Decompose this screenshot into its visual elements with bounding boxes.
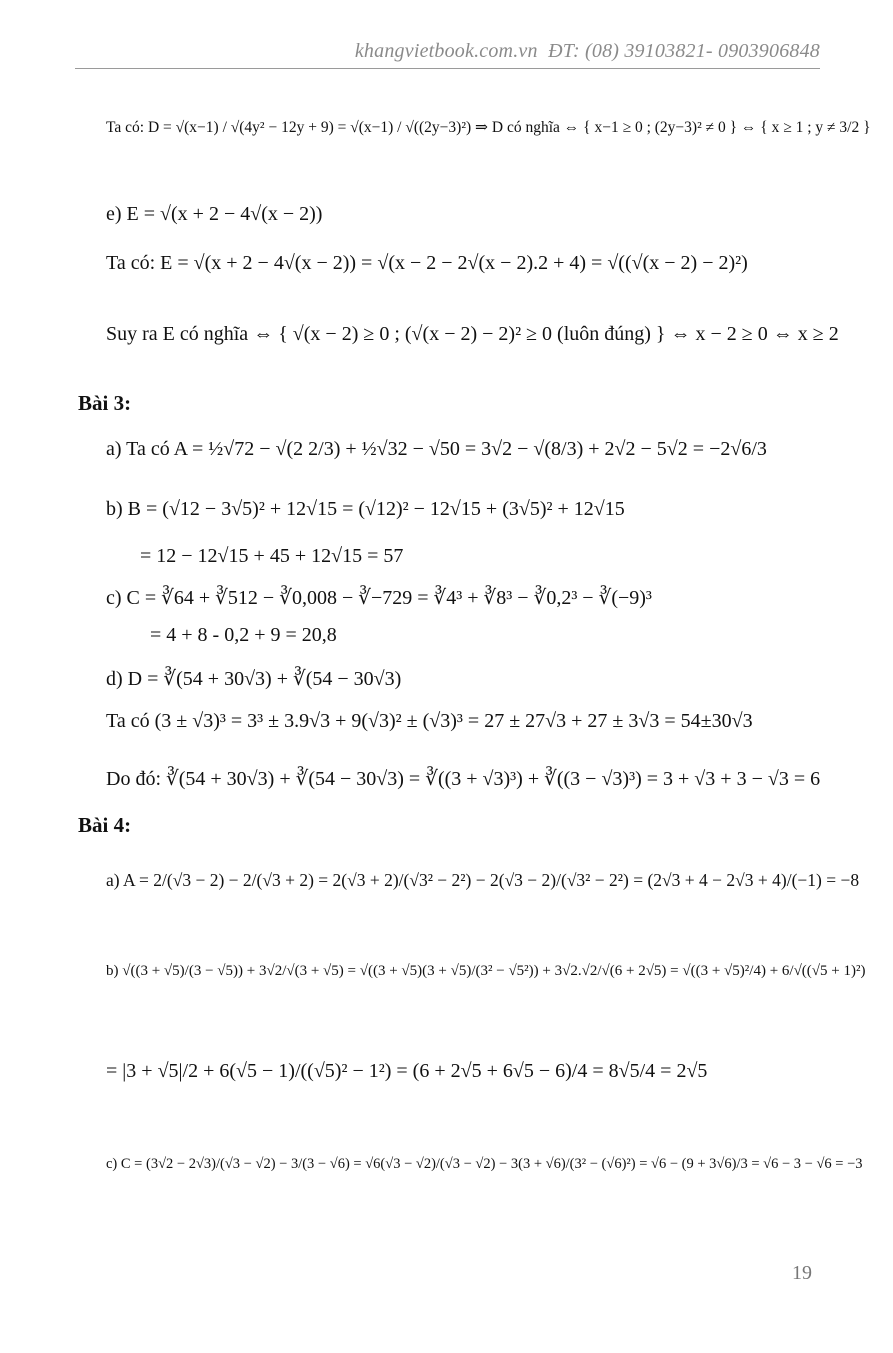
- math-line: Do đó: ∛(54 + 30√3) + ∛(54 − 30√3) = ∛((3 + √3)³) + ∛((3 − √3)³) = 3 + √3 + 3 − √3 = 6: [106, 768, 821, 790]
- math-line: a) Ta có A = ½√72 − √(2 2/3) + ½√32 − √50 = 3√2 − √(8/3) + 2√2 − 5√2 = −2√6/3: [106, 438, 767, 460]
- math-line: e) E = √(x + 2 − 4√(x − 2)): [106, 203, 323, 225]
- math-line: = 12 − 12√15 + 45 + 12√15 = 57: [140, 545, 404, 567]
- section-heading: Bài 3:: [78, 391, 132, 415]
- math-line: Suy ra E có nghĩa ⇔ { √(x − 2) ≥ 0 ; (√(x − 2) − 2)² ≥ 0 (luôn đúng) } ⇔ x − 2 ≥ 0 ⇔ x ≥ 2: [106, 323, 839, 345]
- header-phone: ĐT: (08) 39103821- 0903906848: [548, 40, 820, 62]
- math-line: c) C = (3√2 − 2√3)/(√3 − √2) − 3/(3 − √6) = √6(√3 − √2)/(√3 − √2) − 3(3 + √6)/(3² − (√6)²) = √6 − (9 + 3√6)/3 = √6 − 3 − √6 = −3: [106, 1156, 863, 1172]
- math-line: Ta có (3 ± √3)³ = 3³ ± 3.9√3 + 9(√3)² ± (√3)³ = 27 ± 27√3 + 27 ± 3√3 = 54±30√3: [106, 710, 753, 732]
- math-line: = |3 + √5|/2 + 6(√5 − 1)/((√5)² − 1²) = (6 + 2√5 + 6√5 − 6)/4 = 8√5/4 = 2√5: [106, 1060, 708, 1082]
- math-line: d) D = ∛(54 + 30√3) + ∛(54 − 30√3): [106, 668, 402, 690]
- math-line: a) A = 2/(√3 − 2) − 2/(√3 + 2) = 2(√3 + 2)/(√3² − 2²) − 2(√3 − 2)/(√3² − 2²) = (2√3 + 4 − 2√3 + 4)/(−1) = −8: [106, 870, 860, 890]
- header-divider: [75, 68, 820, 69]
- section-heading: Bài 4:: [78, 813, 132, 837]
- math-line: b) B = (√12 − 3√5)² + 12√15 = (√12)² − 12√15 + (3√5)² + 12√15: [106, 498, 625, 520]
- math-line: Ta có: E = √(x + 2 − 4√(x − 2)) = √(x − 2 − 2√(x − 2).2 + 4) = √((√(x − 2) − 2)²): [106, 252, 748, 274]
- math-line: Ta có: D = √(x−1) / √(4y² − 12y + 9) = √(x−1) / √((2y−3)²) ⇒ D có nghĩa ⇔ { x−1 ≥ 0 ; (2y−3)² ≠ 0 } ⇔ { x ≥ 1 ; y ≠ 3/2 }: [106, 119, 871, 136]
- math-line: c) C = ∛64 + ∛512 − ∛0,008 − ∛−729 = ∛4³ + ∛8³ − ∛0,2³ − ∛(−9)³: [106, 587, 652, 609]
- page-header: [280, 40, 820, 63]
- math-line: b) √((3 + √5)/(3 − √5)) + 3√2/√(3 + √5) = √((3 + √5)(3 + √5)/(3² − √5²)) + 3√2.√2/√(6 + 2√5) = √((3 + √5)²/4) + 6/√((√5 + 1)²): [106, 963, 866, 979]
- math-line: = 4 + 8 - 0,2 + 9 = 20,8: [150, 624, 337, 646]
- page-number: 19: [792, 1262, 812, 1284]
- header-site: khangvietbook.com.vn: [354, 40, 538, 62]
